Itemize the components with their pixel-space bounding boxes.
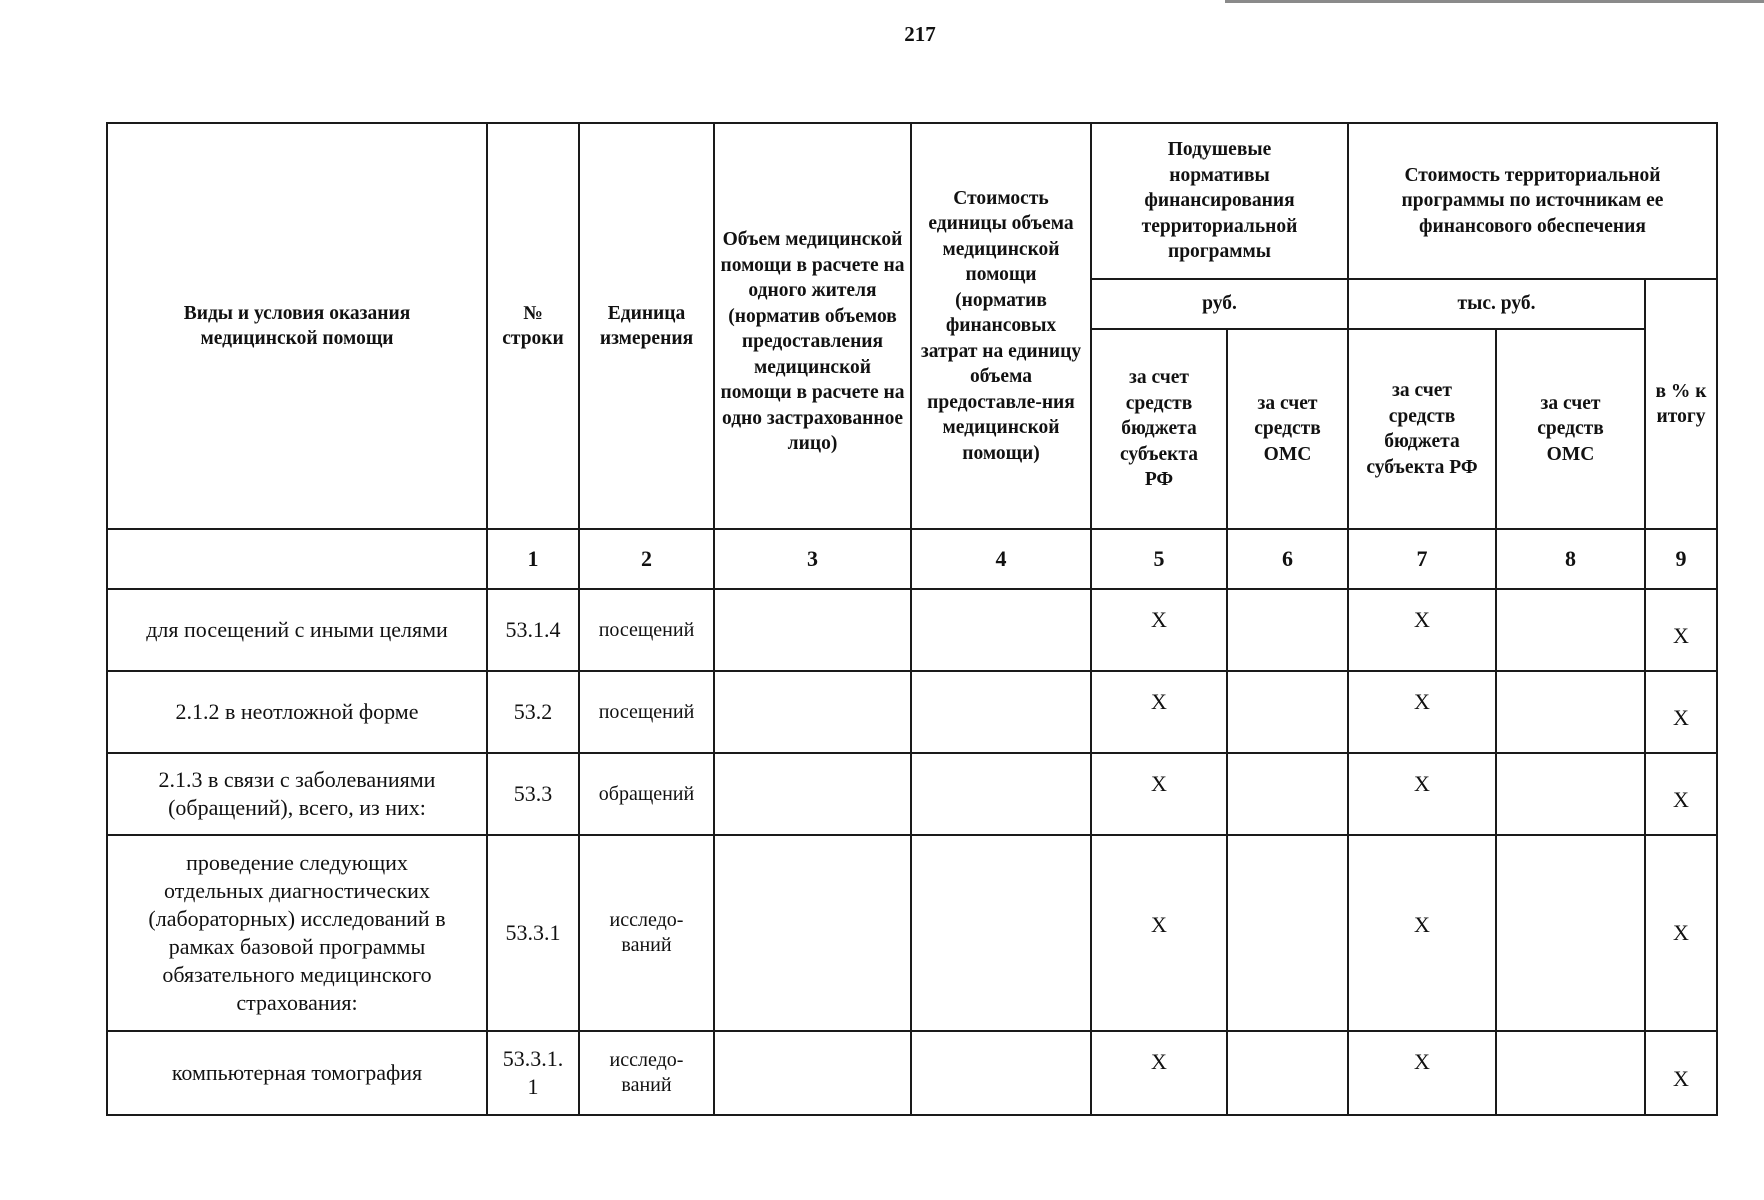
row-volume xyxy=(714,753,911,835)
column-number: 7 xyxy=(1348,529,1496,589)
column-number: 4 xyxy=(911,529,1091,589)
row-unit: посещений xyxy=(579,671,714,753)
header-volume: Объем медицинской помощи в расчете на одного жителя (норматив объемов предоставления медицинской помощи в расчете на одно застрахованное лицо) xyxy=(714,123,911,529)
row-budget-rf: X xyxy=(1091,1031,1227,1115)
column-number: 6 xyxy=(1227,529,1348,589)
row-oms-2 xyxy=(1496,753,1645,835)
row-budget-rf: X xyxy=(1091,835,1227,1031)
row-name: проведение следующих отдельных диагностических (лабораторных) исследований в рамках базовой программы обязательного медицинского страхования: xyxy=(107,835,487,1031)
header-types: Виды и условия оказания медицинской помощи xyxy=(107,123,487,529)
column-number: 1 xyxy=(487,529,579,589)
row-oms xyxy=(1227,589,1348,671)
row-cost xyxy=(911,671,1091,753)
row-cost xyxy=(911,589,1091,671)
budget-table xyxy=(106,122,1718,1116)
row-budget-rf-2: X xyxy=(1348,589,1496,671)
row-unit: посещений xyxy=(579,589,714,671)
row-volume xyxy=(714,589,911,671)
row-oms xyxy=(1227,1031,1348,1115)
row-oms xyxy=(1227,671,1348,753)
column-number: 5 xyxy=(1091,529,1227,589)
table-row xyxy=(107,671,1717,753)
row-percent: X xyxy=(1645,753,1717,835)
header-unit-rub: руб. xyxy=(1091,279,1348,329)
table-row xyxy=(107,753,1717,835)
header-unit-thous-rub: тыс. руб. xyxy=(1348,279,1645,329)
header-unit: Единица измерения xyxy=(579,123,714,529)
row-unit: исследо-ваний xyxy=(579,835,714,1031)
table-row xyxy=(107,835,1717,1031)
row-percent: X xyxy=(1645,589,1717,671)
header-cost: Стоимость единицы объема медицинской помощи (норматив финансовых затрат на единицу объема предоставле-ния медицинской помощи) xyxy=(911,123,1091,529)
row-budget-rf-2: X xyxy=(1348,671,1496,753)
header-group-territorial: Стоимость территориальной программы по источникам ее финансового обеспечения xyxy=(1348,123,1717,279)
row-oms-2 xyxy=(1496,589,1645,671)
row-volume xyxy=(714,1031,911,1115)
column-number xyxy=(107,529,487,589)
row-percent: X xyxy=(1645,1031,1717,1115)
column-number: 3 xyxy=(714,529,911,589)
row-unit: обращений xyxy=(579,753,714,835)
header-budget-rf: за счет средств бюджета субъекта РФ xyxy=(1091,329,1227,529)
row-cost xyxy=(911,835,1091,1031)
row-percent: X xyxy=(1645,835,1717,1031)
row-number: 53.3 xyxy=(487,753,579,835)
row-name: для посещений с иными целями xyxy=(107,589,487,671)
page-number: 217 xyxy=(904,22,936,46)
row-cost xyxy=(911,1031,1091,1115)
row-volume xyxy=(714,671,911,753)
row-name: 2.1.2 в неотложной форме xyxy=(107,671,487,753)
column-number: 8 xyxy=(1496,529,1645,589)
row-cost xyxy=(911,753,1091,835)
column-number-row xyxy=(107,529,1717,589)
row-budget-rf-2: X xyxy=(1348,753,1496,835)
header-oms-2: за счет средств ОМС xyxy=(1496,329,1645,529)
row-oms-2 xyxy=(1496,835,1645,1031)
row-name: 2.1.3 в связи с заболеваниями (обращений), всего, из них: xyxy=(107,753,487,835)
header-group-per-capita: Подушевые нормативы финансирования территориальной программы xyxy=(1091,123,1348,279)
header-percent: в % к итогу xyxy=(1645,279,1717,529)
row-number: 53.1.4 xyxy=(487,589,579,671)
header-oms: за счет средств ОМС xyxy=(1227,329,1348,529)
row-number: 53.3.1 xyxy=(487,835,579,1031)
row-number: 53.2 xyxy=(487,671,579,753)
column-number: 9 xyxy=(1645,529,1717,589)
row-oms xyxy=(1227,753,1348,835)
row-budget-rf: X xyxy=(1091,589,1227,671)
row-budget-rf: X xyxy=(1091,671,1227,753)
table-row xyxy=(107,1031,1717,1115)
row-budget-rf-2: X xyxy=(1348,835,1496,1031)
table-row xyxy=(107,589,1717,671)
row-percent: X xyxy=(1645,671,1717,753)
row-oms xyxy=(1227,835,1348,1031)
header-budget-rf-2: за счет средств бюджета субъекта РФ xyxy=(1348,329,1496,529)
row-number: 53.3.1.1 xyxy=(487,1031,579,1115)
top-edge-rule xyxy=(1225,0,1764,3)
row-name: компьютерная томография xyxy=(107,1031,487,1115)
column-number: 2 xyxy=(579,529,714,589)
row-unit: исследо-ваний xyxy=(579,1031,714,1115)
row-volume xyxy=(714,835,911,1031)
header-row-1 xyxy=(107,123,1717,279)
row-oms-2 xyxy=(1496,1031,1645,1115)
row-oms-2 xyxy=(1496,671,1645,753)
row-budget-rf: X xyxy=(1091,753,1227,835)
header-row-no: № строки xyxy=(487,123,579,529)
row-budget-rf-2: X xyxy=(1348,1031,1496,1115)
